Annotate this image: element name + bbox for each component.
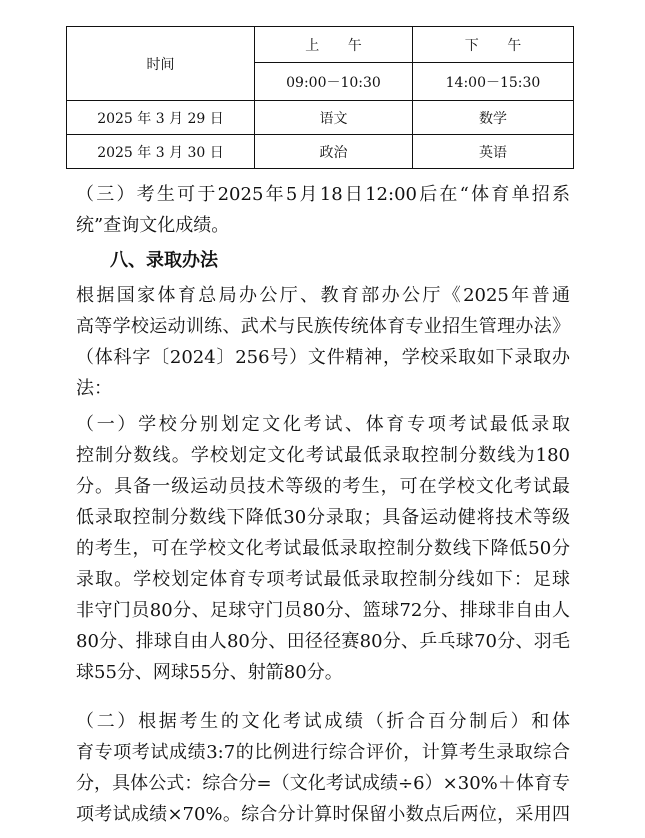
date-cell: 2025 年 3 月 29 日 [67,101,255,135]
am-time-cell [255,63,413,101]
table-row [67,101,574,135]
rule1-line5: 的考生，可在学校文化考试最低录取控制分数线下降低50分 [76,538,570,559]
am-label: 上 午 [305,37,374,54]
rule2-line4: 项考试成绩×70%。综合分计算时保留小数点后两位，采用四 [76,804,570,825]
pm-label: 下 午 [464,37,534,54]
rule2-line2: 育专项考试成绩3:7的比例进行综合评价，计算考生录取综合 [76,742,570,763]
intro-line1: 根据国家体育总局办公厅、教育部办公厅《2025年普通 [76,285,570,306]
intro-line4: 法： [76,378,112,399]
time-header-cell [67,27,255,101]
pm-subject-cell: 英语 [413,135,574,169]
rule1-line9: 球55分、网球55分、射箭80分。 [76,662,343,683]
rule1-line7: 非守门员80分、足球守门员80分、篮球72分、排球非自由人 [76,600,570,621]
pm-subject-cell: 数学 [413,101,574,135]
am-subject-cell: 语文 [255,101,413,135]
rule1-line6: 录取。学校划定体育专项考试最低录取控制分线如下：足球 [76,569,570,590]
am-time: 09:00－10:30 [286,74,381,91]
am-subject-cell: 政治 [255,135,413,169]
pm-time-cell [413,63,574,101]
intro-line3: （体科字〔2024〕256号）文件精神，学校采取如下录取办 [76,347,570,368]
date-cell: 2025 年 3 月 30 日 [67,135,255,169]
rule2-line1: （二）根据考生的文化考试成绩（折合百分制后）和体 [76,711,570,732]
time-label: 时间 [146,56,175,73]
exam-schedule-table [66,26,574,169]
rule1-line1: （一）学校分别划定文化考试、体育专项考试最低录取 [76,414,570,435]
rule1-line8: 80分、排球自由人80分、田径径赛80分、乒乓球70分、羽毛 [76,631,570,652]
rule2-line3: 分，具体公式：综合分=（文化考试成绩÷6）×30%＋体育专 [76,773,570,794]
rule1-line4: 低录取控制分数线下降低30分录取；具备运动健将技术等级 [76,507,570,528]
rule1-line3: 分。具备一级运动员技术等级的考生，可在学校文化考试最 [76,476,570,497]
pm-time: 14:00－15:30 [445,74,541,91]
section-heading: 八、录取办法 [110,250,218,271]
pm-header-cell [413,27,574,63]
table-row [67,135,574,169]
item3-line2: 统”查询文化成绩。 [76,215,230,236]
rule1-line2: 控制分数线。学校划定文化考试最低录取控制分数线为180 [76,445,570,466]
item3-line1: （三）考生可于2025年5月18日12:00后在“体育单招系 [76,184,570,205]
am-header-cell [255,27,413,63]
intro-line2: 高等学校运动训练、武术与民族传统体育专业招生管理办法》 [76,316,570,337]
